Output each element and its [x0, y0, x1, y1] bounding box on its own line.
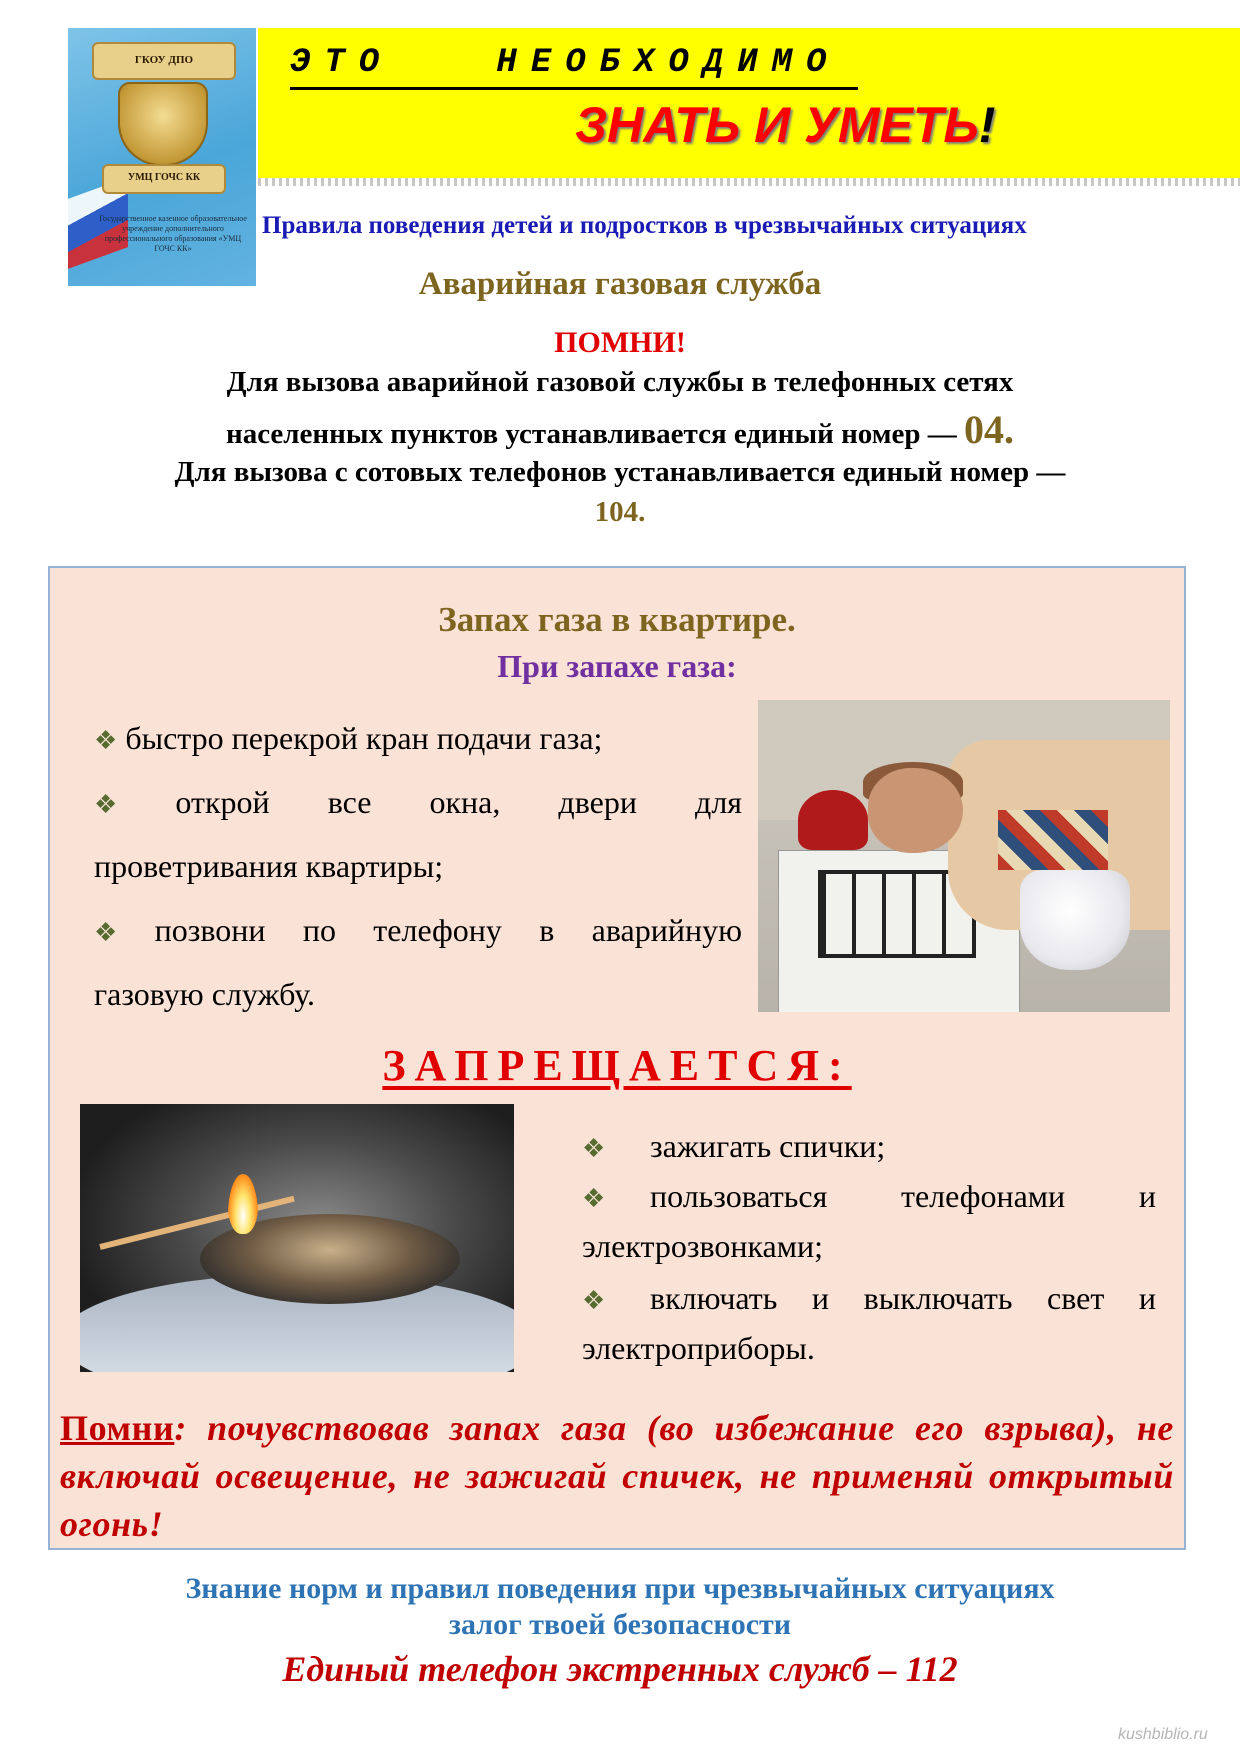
emergency-number: Единый телефон экстренных служб – 112: [282, 1649, 958, 1689]
header-line2-text: ЗНАТЬ И УМЕТЬ: [575, 97, 979, 153]
photo-pot: [1020, 870, 1130, 970]
forbidden-item-3-cont: электроприборы.: [582, 1330, 815, 1366]
forbidden-heading: ЗАПРЕЩАЕТСЯ:: [382, 1041, 852, 1090]
info-line2-text: населенных пунктов устанавливается единый номер —: [225, 418, 957, 450]
smell-title: Запах газа в квартире.: [438, 600, 796, 639]
smell-item-2-cont: проветривания квартиры;: [94, 848, 444, 884]
header-line2: [575, 96, 995, 154]
diamond-bullet-icon: ❖: [582, 1286, 606, 1315]
organization-logo: [68, 28, 256, 286]
logo-bottom-ribbon: [102, 164, 226, 194]
info-line2: [0, 406, 1240, 453]
smell-item-3-cont: газовую службу.: [94, 976, 315, 1012]
warning-label: Помни: [60, 1408, 175, 1448]
header-exclamation: !: [978, 97, 996, 153]
header-underline: [290, 87, 858, 90]
logo-top-ribbon: [92, 42, 236, 80]
diamond-bullet-icon: ❖: [582, 1134, 606, 1163]
gas-service-number: 04.: [964, 407, 1014, 452]
photo-sweater-pattern: [998, 810, 1108, 870]
forbidden-item-1-text: зажигать спички;: [650, 1128, 886, 1164]
smell-item-2: [94, 784, 742, 821]
forbidden-item-2: [582, 1178, 1156, 1215]
flame-icon: [228, 1174, 258, 1234]
header-shadow: [258, 178, 1240, 186]
forbidden-item-1: [582, 1128, 885, 1165]
shield-emblem-icon: [118, 82, 208, 166]
diamond-bullet-icon: ❖: [94, 918, 147, 947]
photo-match-at-burner: [80, 1104, 514, 1372]
smell-subtitle: При запахе газа:: [497, 648, 737, 684]
header-line1: ЭТО НЕОБХОДИМО: [290, 44, 841, 82]
info-line1: Для вызова аварийной газовой службы в телефонных сетях: [226, 366, 1014, 398]
smell-item-1-text: быстро перекрой кран подачи газа;: [125, 720, 603, 756]
logo-top-text: ГКОУ ДПО: [134, 54, 194, 66]
service-title: Аварийная газовая служба: [418, 266, 822, 302]
warning-body: почувствовав запах газа (во избежание его взрыва), не включай освещение, не зажигай спичек, не применяй открытый огонь!: [60, 1408, 1174, 1544]
smell-item-3-text: позвони по телефону в аварийную: [154, 912, 742, 948]
warning-text: [60, 1404, 1174, 1548]
footer-line2: залог твоей безопасности: [448, 1608, 792, 1641]
logo-caption: Государственное казенное образовательное учреждение дополнительного профессионального образования «УМЦ ГОЧС КК»: [99, 214, 247, 253]
smell-item-1: [94, 720, 602, 757]
photo-head: [868, 768, 963, 853]
remember-heading: ПОМНИ!: [554, 326, 686, 359]
warning-separator: :: [174, 1408, 208, 1448]
forbidden-item-3-text: включать и выключать свет и: [650, 1280, 1156, 1316]
diamond-bullet-icon: ❖: [94, 790, 168, 819]
info-line3: Для вызова с сотовых телефонов устанавливается единый номер —: [174, 456, 1066, 488]
diamond-bullet-icon: ❖: [582, 1184, 606, 1213]
forbidden-item-2-text: пользоваться телефонами и: [650, 1178, 1156, 1214]
logo-bottom-text: УМЦ ГОЧС КК: [127, 172, 201, 183]
photo-man-smelling-stove: [758, 700, 1170, 1012]
smell-item-2-text: открой все окна, двери для: [175, 784, 743, 820]
photo-kettle: [798, 790, 868, 850]
mobile-gas-number: 104.: [594, 496, 646, 528]
forbidden-item-2-cont: электрозвонками;: [582, 1228, 824, 1264]
watermark: kushbiblio.ru: [1118, 1726, 1208, 1743]
smell-item-3: [94, 912, 742, 949]
subtitle: Правила поведения детей и подростков в чрезвычайных ситуациях: [262, 212, 1027, 239]
footer-line1: Знание норм и правил поведения при чрезвычайных ситуациях: [185, 1572, 1055, 1605]
diamond-bullet-icon: ❖: [94, 726, 118, 755]
forbidden-item-3: [582, 1280, 1156, 1317]
